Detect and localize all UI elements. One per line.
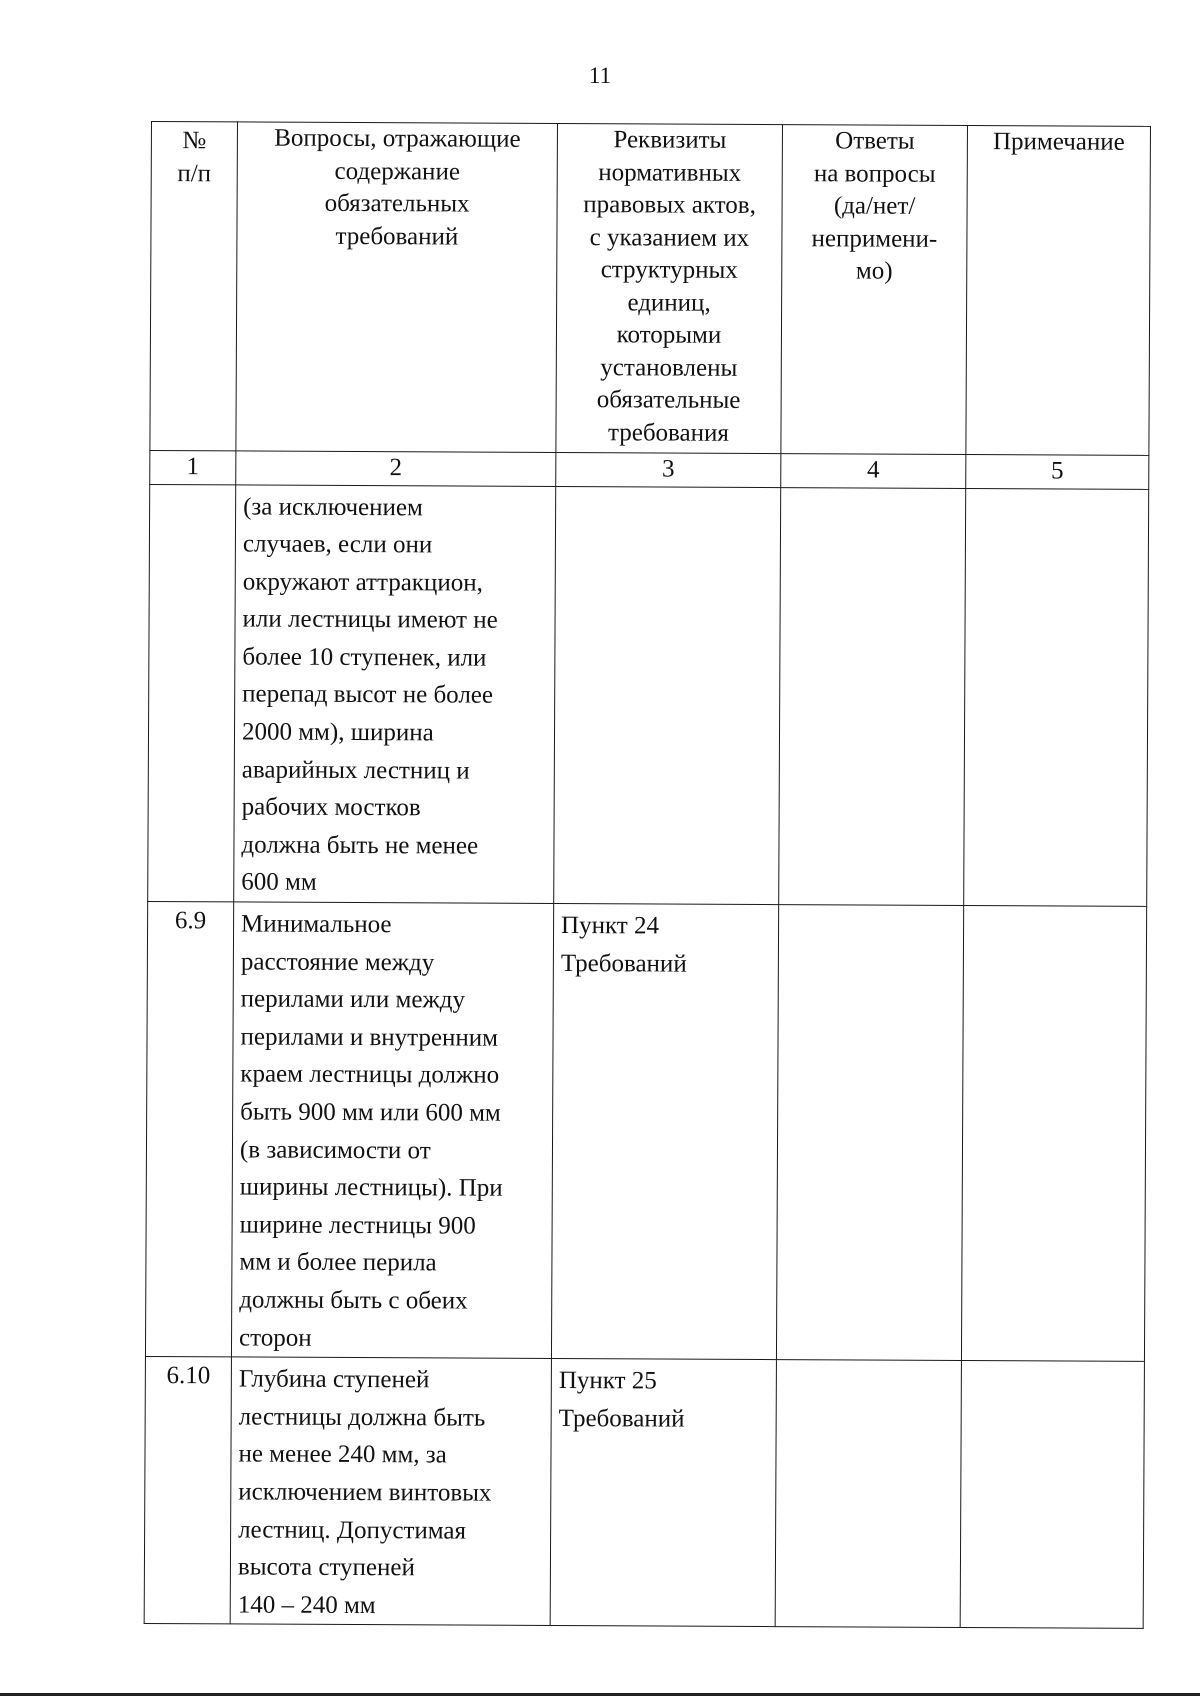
- header-number: № п/п: [150, 122, 238, 451]
- row-answer: [779, 487, 966, 905]
- row-number: 6.10: [144, 1357, 231, 1625]
- row-note: [960, 1361, 1144, 1629]
- row-note: [964, 488, 1149, 906]
- column-number-row: [150, 450, 1149, 488]
- header-questions: Вопросы, отражающие содержание обязательных требований: [236, 122, 558, 453]
- row-answer: [776, 905, 963, 1361]
- scan-edge-divider: [0, 1693, 1200, 1696]
- row-reference: [554, 486, 781, 905]
- row-note: [961, 906, 1146, 1362]
- requirements-checklist-table: [144, 121, 1151, 1629]
- row-number: 6.9: [145, 902, 233, 1358]
- row-question: (за исключением случаев, если они окружают аттракцион, или лестницы имеют не более 10 ступенек, или перепад высот не более 2000 мм), ширина аварийных лестниц и рабочих мостков должна быть не менее 600 мм: [234, 484, 556, 903]
- row-question: Глубина ступеней лестницы должна быть не менее 240 мм, за исключением винтовых лестниц. Допустимая высота ступеней 140 – 240 мм: [230, 1357, 551, 1626]
- row-reference: Пункт 24 Требований: [551, 904, 778, 1360]
- table-row: [145, 902, 1146, 1362]
- header-answers: Ответы на вопросы (да/нет/ непримени- мо): [781, 125, 968, 455]
- header-legal-references: Реквизиты нормативных правовых актов, с указанием их структурных единиц, которыми установлены обязательные требования: [556, 123, 783, 453]
- column-number: 3: [556, 452, 781, 487]
- table-row: [148, 484, 1149, 906]
- column-number: 2: [236, 451, 556, 486]
- table-row: [144, 1357, 1144, 1629]
- page-number: 11: [588, 63, 612, 88]
- row-number: [148, 484, 236, 902]
- row-answer: [775, 1360, 961, 1628]
- row-question: Минимальное расстояние между перилами или между перилами и внутренним краем лестницы должно быть 900 мм или 600 мм (в зависимости от ширины лестницы). При ширине лестницы 900 мм и более перила должны быть с обеих сторон: [231, 902, 553, 1359]
- row-reference: Пункт 25 Требований: [550, 1359, 776, 1627]
- column-number: 4: [781, 454, 966, 488]
- column-number: 1: [150, 450, 236, 484]
- header-note: Примечание: [966, 125, 1151, 455]
- column-number: 5: [966, 454, 1149, 488]
- table-header-row: [150, 122, 1151, 456]
